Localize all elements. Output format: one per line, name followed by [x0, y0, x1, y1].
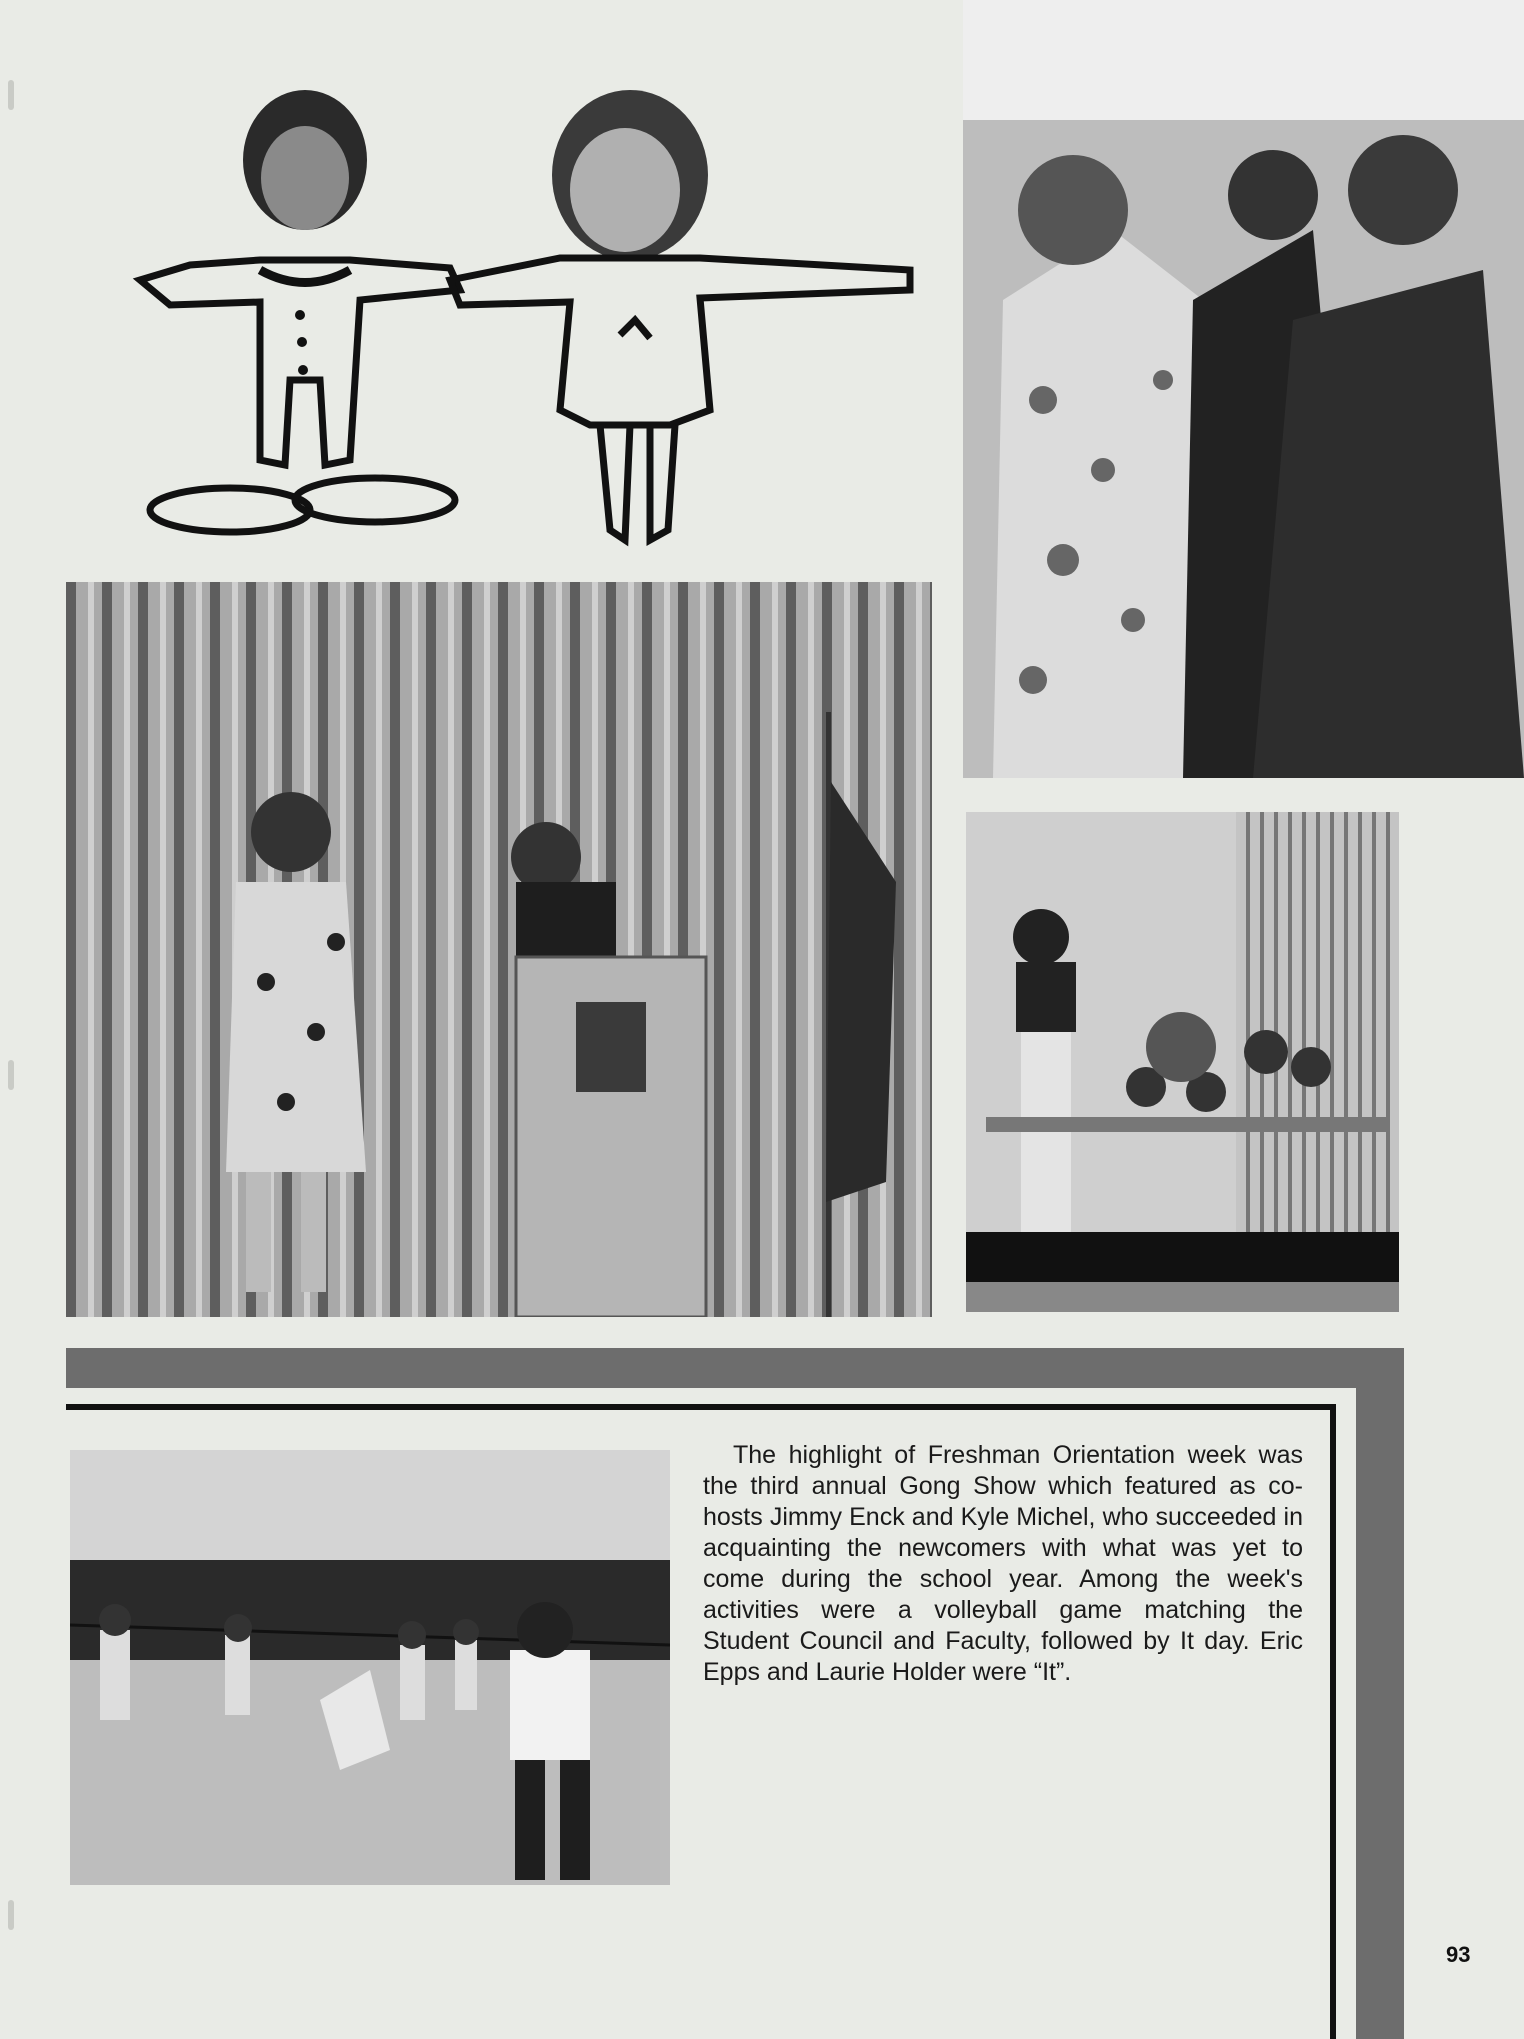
stage-photo: [66, 582, 932, 1317]
decorative-gray-band-right: [1356, 1348, 1404, 2039]
it-day-cartoon-drawing: [120, 80, 920, 560]
decorative-gray-band: [66, 1348, 1404, 1388]
article-caption: The highlight of Freshman Orientation week was the third annual Gong Show which featured as co-hosts Jimmy Enck and Kyle Michel, who succeeded in acquainting the newcomers with what was yet to come during the school year. Among the week's activities were a volleyball game matching the Student Council and Faculty, followed by It day. Eric Epps and Laurie Holder were “It”.: [703, 1441, 1303, 1686]
binding-mark: [8, 1060, 14, 1090]
costume-photo: [963, 0, 1524, 778]
binding-mark: [8, 1900, 14, 1930]
volleyball-photo: [70, 1450, 670, 1885]
binding-mark: [8, 80, 14, 110]
panel-photo: [966, 812, 1399, 1312]
frame-right-line: [1330, 1404, 1336, 2039]
page-number: 93: [1446, 1942, 1471, 1967]
frame-top-line: [66, 1404, 1336, 1410]
